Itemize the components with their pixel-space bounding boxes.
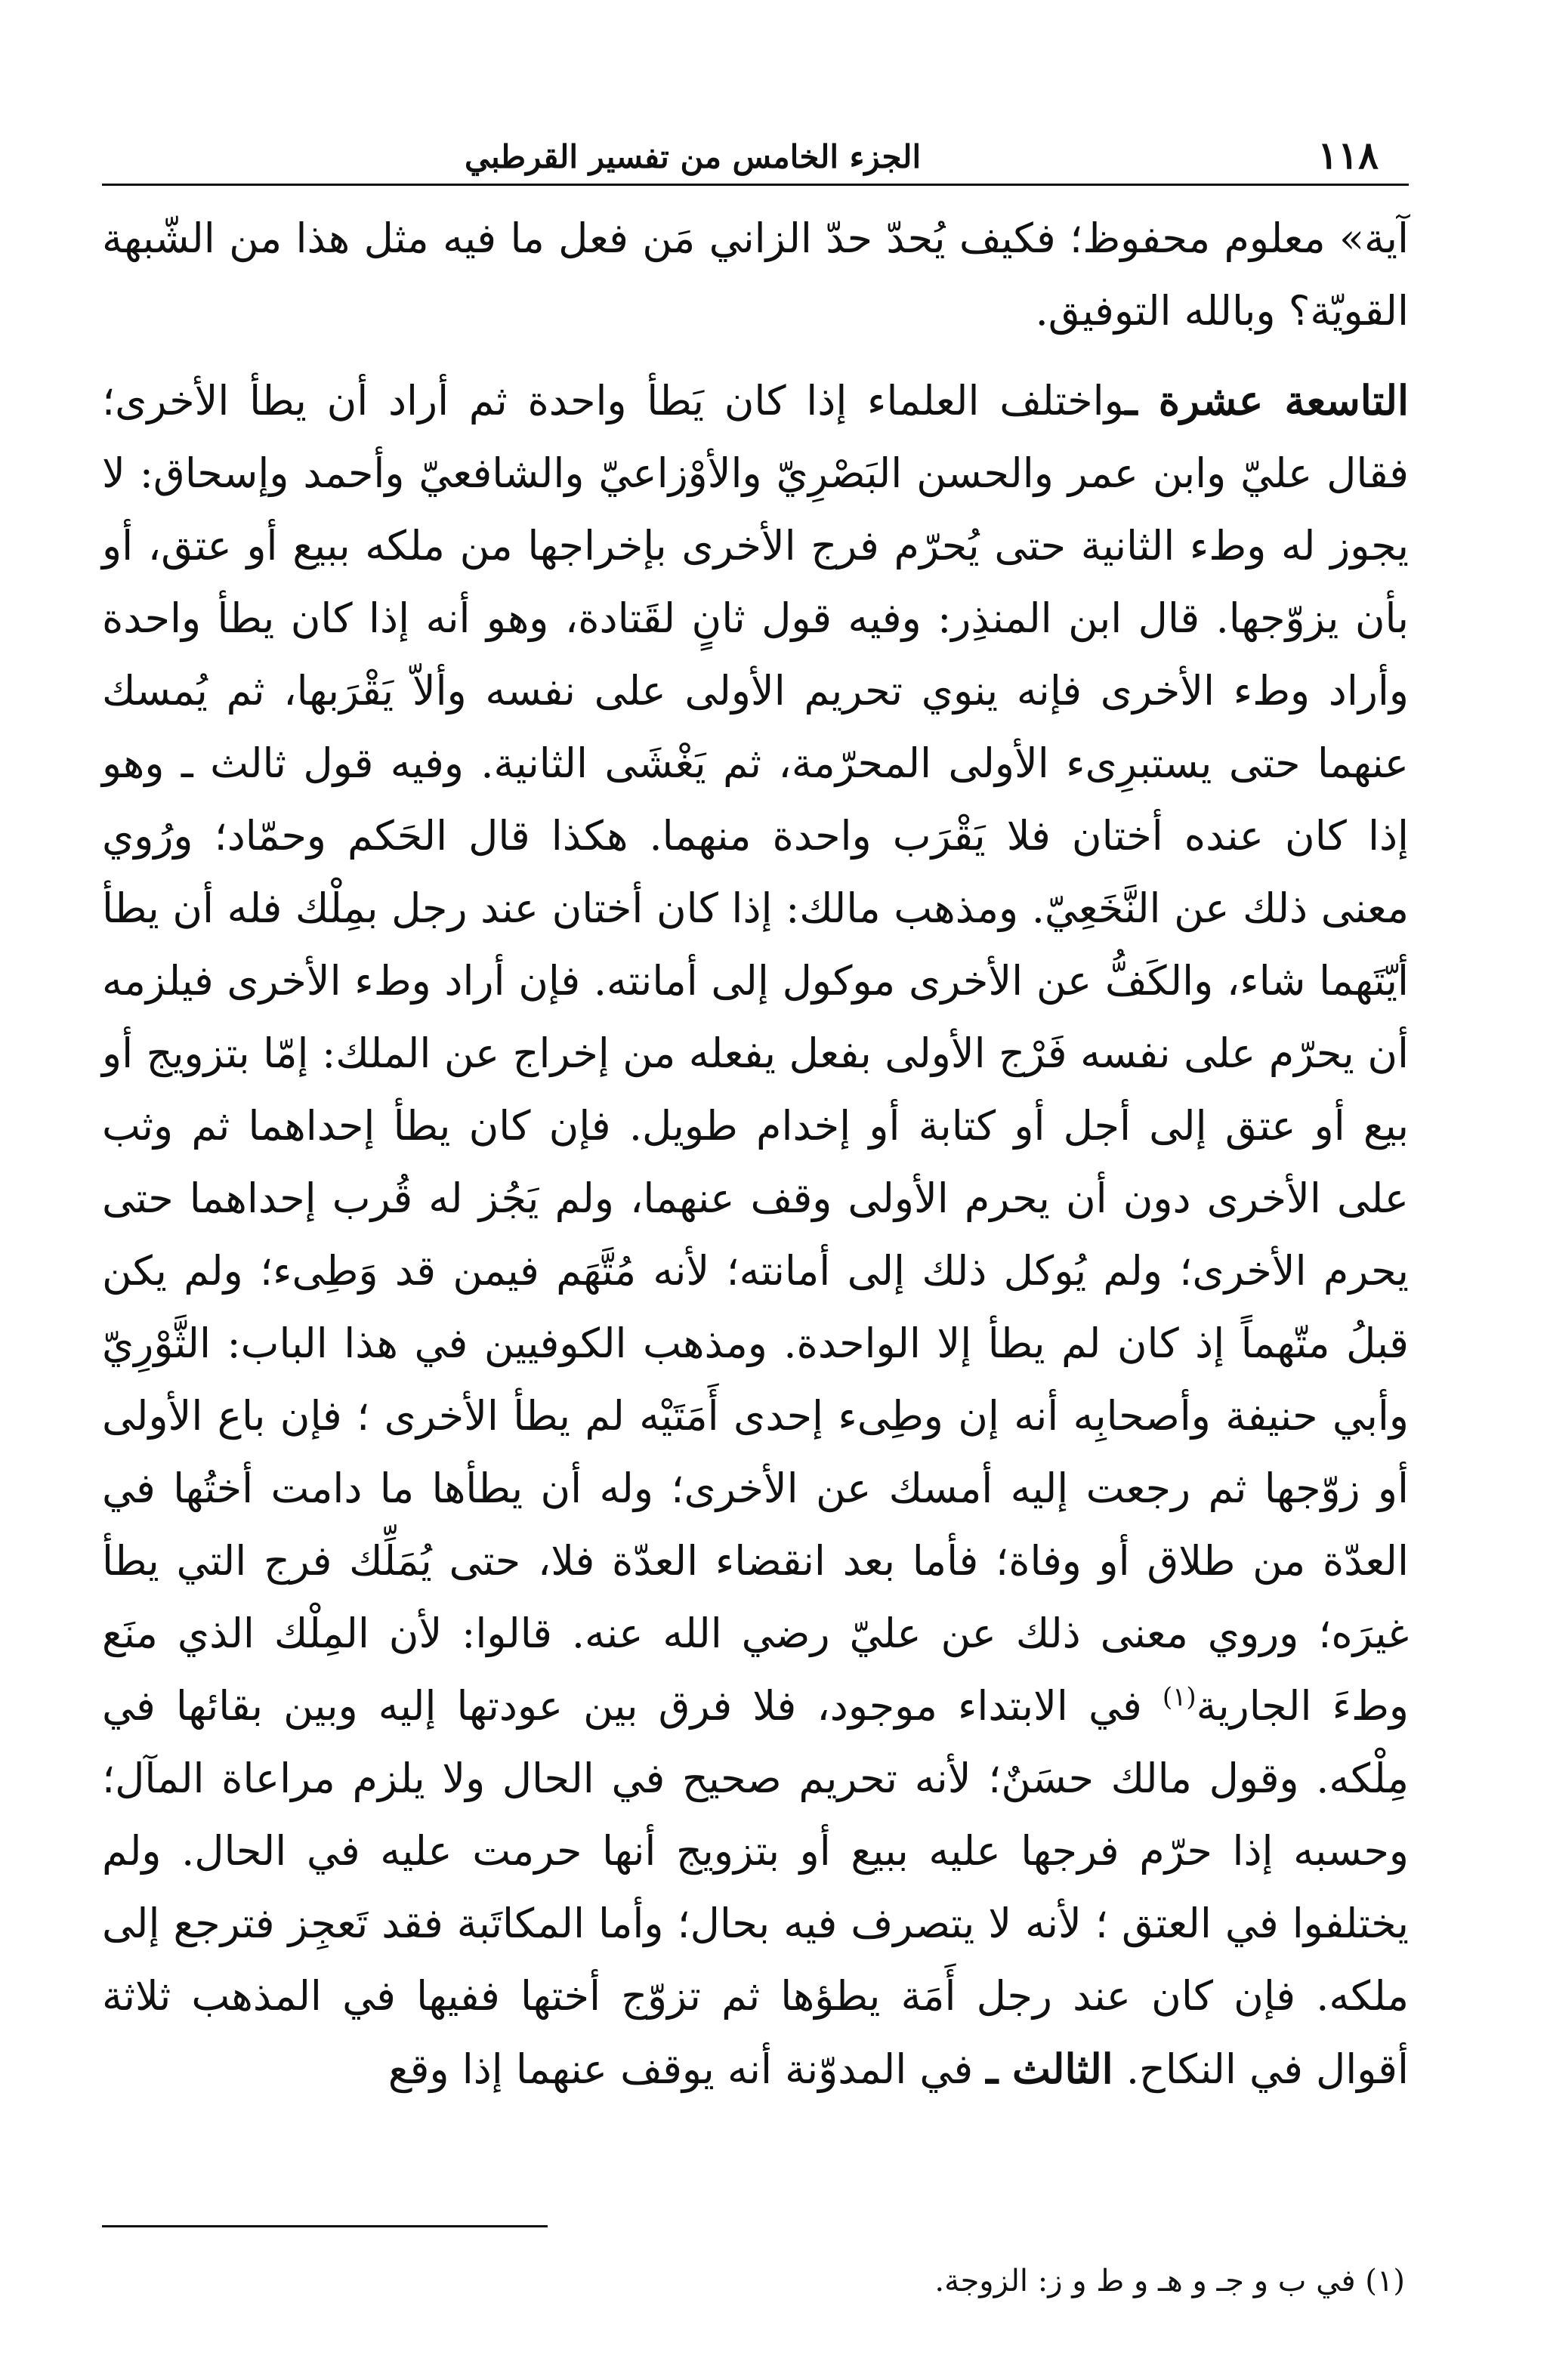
footnote-marker: (١): [1365, 2264, 1405, 2298]
section-heading-19: التاسعة عشرة ـ: [1125, 376, 1409, 424]
page-header: [102, 128, 1409, 186]
paragraph-2: [102, 364, 1409, 2106]
section-heading-third: الثالث ـ: [986, 2045, 1113, 2093]
main-text: [102, 202, 1409, 2106]
running-title: الجزء الخامس من تفسير القرطبي: [465, 138, 922, 175]
paragraph-2-tail: في المدوّنة أنه يوقف عنهما إذا وقع: [388, 2045, 987, 2093]
footnote: [725, 2260, 1405, 2302]
page-number: ١١٨: [1317, 133, 1379, 177]
document-page: [102, 128, 1409, 2357]
footnote-text: في ب و جـ و هـ و ط و ز: الزوجة.: [934, 2264, 1356, 2298]
paragraph-2-continuation: في الابتداء موجود، فلا فرق بين عودتها إليه وبين بقائها في مِلْكه. وقول مالك حسَنٌ؛ لأنه تحريم صحيح في الحال ولا يلزم مراعاة المآل؛ وحسبه إذا حرّم فرجها عليه ببيع أو بتزويج أنها حرمت عليه في الحال. ولم يختلفوا في العتق ؛ لأنه لا يتصرف فيه بحال؛ وأما المكاتَبة فقد تَعجِز فترجع إلى ملكه. فإن كان عند رجل أَمَة يطؤها ثم تزوّج أختها ففيها في المذهب ثلاثة أقوال في النكاح.: [102, 1682, 1409, 2093]
footnote-divider: [102, 2225, 548, 2227]
paragraph-gap: [102, 347, 1409, 364]
footnote-reference[interactable]: (١): [1162, 1682, 1197, 1712]
paragraph-2-text: واختلف العلماء إذا كان يَطأ واحدة ثم أراد أن يطأ الأخرى؛ فقال عليّ وابن عمر والحسن البَصْرِيّ والأوْزاعيّ والشافعيّ وأحمد وإسحاق: لا يجوز له وطء الثانية حتى يُحرّم فرج الأخرى بإخراجها من ملكه ببيع أو عتق، أو بأن يزوّجها. قال ابن المنذِر: وفيه قول ثانٍ لقَتادة، وهو أنه إذا كان يطأ واحدة وأراد وطء الأخرى فإنه ينوي تحريم الأولى على نفسه وألاّ يَقْرَبها، ثم يُمسك عنهما حتى يستبرِىء الأولى المحرّمة، ثم يَغْشَى الثانية. وفيه قول ثالث ـ وهو إذا كان عنده أختان فلا يَقْرَب واحدة منهما. هكذا قال الحَكم وحمّاد؛ ورُوي معنى ذلك عن النَّخَعِيّ. ومذهب مالك: إذا كان أختان عند رجل بمِلْك فله أن يطأ أيّتَهما شاء، والكَفُّ عن الأخرى موكول إلى أمانته. فإن أراد وطء الأخرى فيلزمه أن يحرّم على نفسه فَرْج الأولى بفعل يفعله من إخراج عن الملك: إمّا بتزويج أو بيع أو عتق إلى أجل أو كتابة أو إخدام طويل. فإن كان يطأ إحداهما ثم وثب على الأخرى دون أن يحرم الأولى وقف عنهما، ولم يَجُز له قُرب إحداهما حتى يحرم الأخرى؛ ولم يُوكل ذلك إلى أمانته؛ لأنه مُتَّهَم فيمن قد وَطِىء؛ ولم يكن قبلُ متّهماً إذ كان لم يطأ إلا الواحدة. ومذهب الكوفيين في هذا الباب: الثَّوْرِيّ وأبي حنيفة وأصحابِه أنه إن وطِىء إحدى أَمَتَيْه لم يطأ الأخرى ؛ فإن باع الأولى أو زوّجها ثم رجعت إليه أمسك عن الأخرى؛ وله أن يطأها ما دامت أختُها في العدّة من طلاق أو وفاة؛ فأما بعد انقضاء العدّة فلا، حتى يُمَلِّك فرج التي يطأ غيرَه؛ وروي معنى ذلك عن عليّ رضي الله عنه. قالوا: لأن المِلْك الذي منَع وطءَ الجارية: [102, 377, 1410, 1730]
paragraph-1: آية» معلوم محفوظ؛ فكيف يُحدّ حدّ الزاني مَن فعل ما فيه مثل هذا من الشّبهة القويّة؟ وبالله التوفيق.: [102, 215, 1409, 335]
